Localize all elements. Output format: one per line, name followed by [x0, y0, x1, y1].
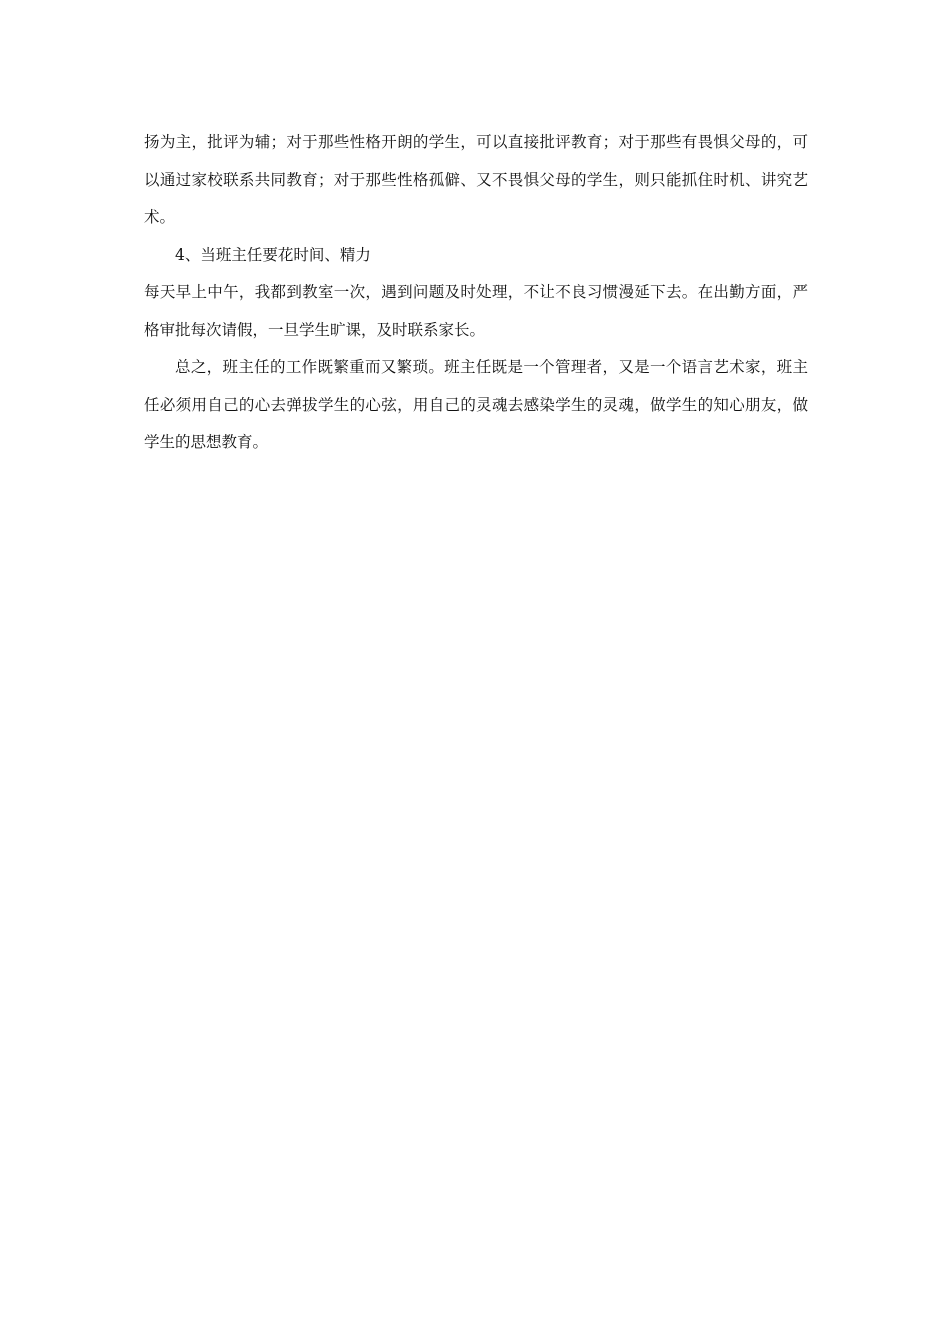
- document-body: [144, 124, 808, 462]
- paragraph-daily-routine: 每天早上中午，我都到教室一次，遇到问题及时处理，不让不良习惯漫延下去。在出勤方面，严格审批每次请假，一旦学生旷课，及时联系家长。: [144, 283, 808, 339]
- paragraph-continuation: 扬为主，批评为辅；对于那些性格开朗的学生，可以直接批评教育；对于那些有畏惧父母的，可以通过家校联系共同教育；对于那些性格孤僻、又不畏惧父母的学生，则只能抓住时机、讲究艺术。: [144, 133, 808, 226]
- section-heading-4: 4、当班主任要花时间、精力: [175, 245, 371, 264]
- paragraph-conclusion: 总之，班主任的工作既繁重而又繁琐。班主任既是一个管理者，又是一个语言艺术家，班主任必须用自己的心去弹拔学生的心弦，用自己的灵魂去感染学生的灵魂，做学生的知心朋友，做学生的思想教育。: [144, 358, 808, 451]
